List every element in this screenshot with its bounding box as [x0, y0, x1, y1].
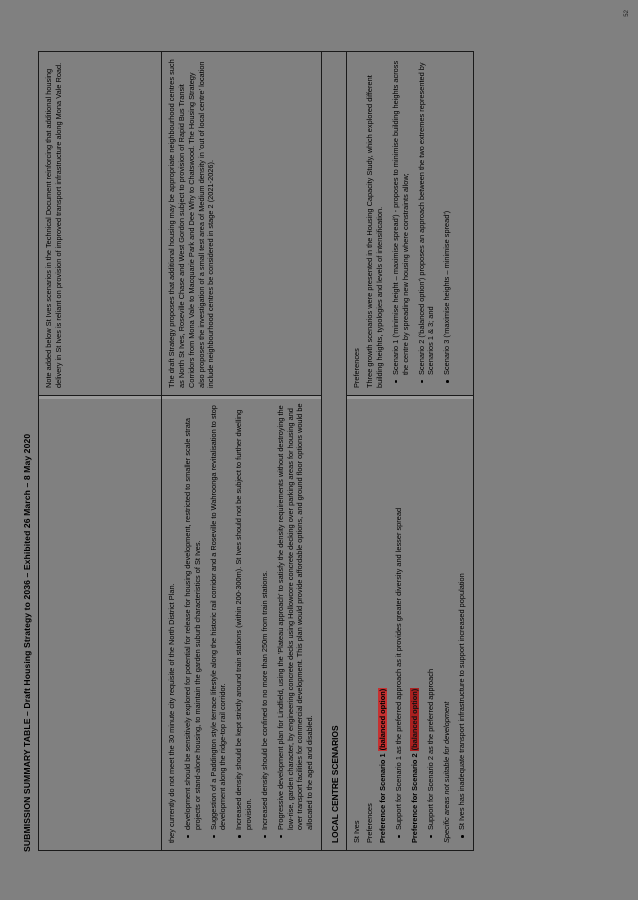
list-item: development should be sensitively explored for potential for release for housing development, restricted to smaller scale strata projects or stand-alone housing, to maintain the garden suburb characteristics of St Ives. — [183, 403, 203, 830]
list-item: Increased density should be kept strictly around train stations (within 200-300m). St Ives should not be subject to further dwelling provision. — [234, 403, 254, 830]
list-item: Scenario 3 ('maximise heights – minimise spread') — [442, 59, 452, 375]
list-item: Scenario 1 ('minimise height – maximise spread') - proposes to minimise building heights across the centre by spreading new housing where constraints allow; — [390, 60, 410, 375]
page-number: 52 — [624, 10, 630, 17]
section-heading-cell — [322, 395, 346, 850]
preference-2-highlight: (balanced option) — [409, 688, 419, 751]
page-title: SUBMISSION SUMMARY TABLE – Draft Housing Strategy to 2036 – Exhibited 26 March – 8 May 2020 — [22, 433, 32, 852]
section-heading-local-centre-scenarios: LOCAL CENTRE SCENARIOS — [330, 725, 341, 843]
preference-2-prefix: Preference for Scenario 2 — [409, 751, 419, 843]
preferences-label-left: Preferences — [365, 803, 375, 843]
specific-areas-bullet-list — [457, 403, 467, 843]
table-cell-submission-top — [39, 395, 161, 850]
scenarios-intro-paragraph: Three growth scenarios were presented in the Housing Capacity Study, which explored different building heights, typologies and levels of intensification. — [365, 75, 384, 388]
list-item: Scenario 2 ('balanced option') proposes an approach between the two extremes represented by Scenarios 1 & 3; and — [417, 59, 437, 375]
preference-line-2 — [410, 403, 420, 843]
preference-1-prefix: Preference for Scenario 1 — [378, 751, 388, 843]
list-item: Increased density should be confined to no more than 250m from train stations. — [260, 403, 270, 830]
submission-bullet-list — [183, 403, 315, 843]
submission-lead-paragraph: they currently do not meet the 30 minute city requisite of the North District Plan. — [167, 583, 176, 843]
list-item: Support for Scenario 2 as the preferred approach — [426, 403, 436, 830]
list-item: Suggestion of a Paddington style terrace lifestyle along the historic rail corridor and a Roseville to Wahroonga revitalisation to stop development along the ridge-top rail corridor. — [209, 403, 229, 830]
preferences-label-right: Preferences — [352, 348, 362, 388]
table-cell-submission-main — [162, 395, 321, 850]
response-paragraph: The draft Strategy proposes that additional housing may be appropriate neighbourhood centres such as North St Ives, Roseville Chase and West Gordon subject to provision of Rapid Bus Transit Corridors from Mona Vale to Macquarie Park and Dee Why to Chatswood. The Housing Strategy also proposes the investigation of a small test area of Medium density in 'out of local centre' location include neighbourhood centres be considered in stage 2 (2021-2026). — [167, 59, 216, 388]
table-row — [161, 52, 321, 850]
list-item: Progressive development plan for Lindfield, using the 'Plateau approach' to satisfy the density requirements without destroying the low-rise, garden character, by engineering concrete decks using Hollowcore concrete decking over parking areas for housing and over transport facilities for commercial development. This plan would provide affordable options, and ground floor options would be allocated to the aged and disabled. — [275, 403, 315, 830]
preference-2-bullet-list — [426, 403, 436, 843]
table-row — [39, 52, 161, 850]
preference-line-1 — [378, 403, 388, 843]
area-label-st-ives: St Ives — [352, 820, 362, 843]
table-cell-response-main — [162, 52, 321, 395]
scenarios-bullet-list — [391, 59, 452, 388]
table-row-section-heading — [321, 52, 346, 850]
preference-1-bullet-list — [394, 403, 404, 843]
list-item: Support for Scenario 1 as the preferred approach as it provides greater diversity and lesser spread — [394, 403, 404, 830]
table-cell-scenarios-response — [347, 52, 473, 395]
preference-1-highlight: (balanced option) — [378, 688, 388, 751]
table-row — [346, 52, 473, 850]
table-cell-scenarios-submission — [347, 395, 473, 850]
response-note: Note added below St Ives scenarios in the Technical Document reinforcing that additional housing delivery in St Ives is reliant on provision of improved transport infrastructure along Mona Vale Road. — [44, 62, 63, 388]
table-cell-response-top — [39, 52, 161, 395]
list-item: St Ives has inadequate transport infrastructure to support increased population — [457, 403, 467, 830]
submission-summary-table — [38, 51, 474, 851]
specific-areas-label: Specific areas not suitable for development — [441, 701, 451, 843]
